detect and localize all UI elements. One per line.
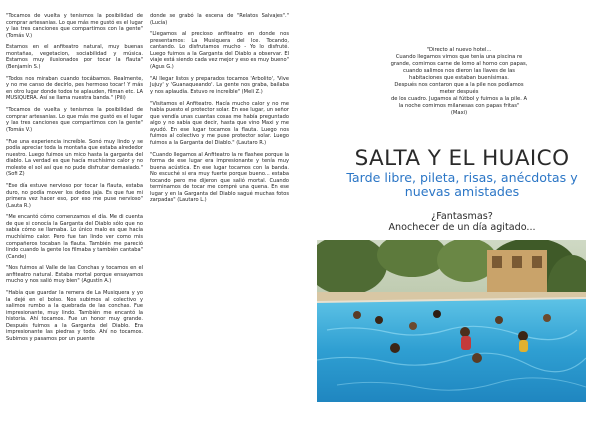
pool-photo-icon — [317, 240, 586, 402]
testimonial: "Al llegar listos y preparados tocamos 'Arbolito', 'Vive Jujuy' y 'Guanaqueando'. La gente nos graba, bailaba y nos aplaudía. Estuvo re increíble" (Meli Z.) — [150, 75, 289, 95]
testimonials-column-1 — [6, 13, 143, 348]
testimonial: "Ese día estuve nervioso por tocar la flauta, estaba duro, no podía mover los dedos jaja. Es que fue mi primera vez hacer eso, por eso me puse nervioso" (Lauta R.) — [6, 182, 143, 209]
intro-line: de los cuadro. Jugamos al fútbol y fuimos a la pile. A — [390, 96, 528, 103]
page-title: SALTA Y EL HUAICO — [354, 146, 570, 171]
intro-line: "Directo al nuevo hotel... — [426, 47, 492, 53]
intro-quote — [366, 47, 552, 117]
testimonial: "Cuando llegamos al Anfiteatro la re flashee porque la forma de ese lugar era impresionante y tenía muy buena acústica. En ese lugar tocamos con la banda. No escuché si era muy fuerte porque bueno... estaba tocando pero me dijeron que salió mortal. Cuando terminamos de tocar me compré una quena. En ese lugar y en la Garganta del Diablo sagué muchas fotos zarpadas" (Lautaro L.) — [150, 151, 289, 204]
intro-line: Cuando llegamos vimos que tenía una piscina re — [395, 54, 523, 61]
testimonial: "Había que guardar la remera de La Musiquera y yo la dejé en el bolso. Nos subimos al colectivo y salimos rumbo a la quebrada de las conchas. Fue impresionante, muy lindo. También me encantó la historia. Ahí tocamos. Fue un honor muy grande. Después fuimos a la Garganta del Diablo. Era impresionante las piedras y todo. Ahí no tocamos. Subimos y pasamos por un puente — [6, 290, 143, 343]
testimonial: "Visitamos el Anfiteatro. Hacía mucho calor y no me había puesto el protector solar. En ese lugar, un señor que vendía unas cuantas cosas me había preguntado algo y no sabía que decir, hasta que vino Maxi y me ayudó. En ese lugar tocamos la flauta. Luego nos fuimos al colectivo y me puse protector solar. Luego fuimos a la Garganta del Diablo." (Lautaro R.) — [150, 100, 289, 146]
intro-line: habitaciones que estaban buenísimas. — [409, 75, 509, 82]
testimonial: Estamos en el anfiteatro natural, muy buenas montañas, vegetacion, sociabilidad y música. Estamos muy ilusionados por tocar la flauta" (Benjamín S.) — [6, 44, 143, 71]
testimonial: "Todos nos miraban cuando tocábamos. Realmente, y no me canso de decirlo, pes hermoso tocar! Y más en otro lugar donde todos te aplauden, filman etc. LA MUSIQUERA. Así se llama nuestra banda." (Pili) — [6, 75, 143, 102]
intro-line: grande, comimos carne de lomo al horno con papas, — [390, 61, 528, 68]
testimonial: "Nos fuimos al Valle de las Conchas y tocamos en el anfiteatro natural. Estaba mortal porque ensayamos mucho y nos salió muy bien" (Agustín A.) — [6, 265, 143, 285]
testimonial: "Me encantó cómo comenzamos el día. Me di cuenta de que si conocía la Garganta del Diablo sólo que no sabía cómo se llamaba. Lo único malo es que hacía muchísimo calor. Pero fue tan lindo ver como mis compañeros tocaban la flauta. También me pareció lindo cuando la gente los filmaba y también cantaba" (Cande) — [6, 214, 143, 260]
teaser-question: ¿Fantasmas? — [431, 211, 493, 222]
section-teaser — [335, 212, 589, 233]
intro-line: cuando salimos nos dieron las llaves de las — [402, 68, 516, 75]
testimonial: donde se grabó la escena de "Relatos Salvajes"." (Lucía) — [150, 13, 289, 26]
testimonials-column-2 — [150, 13, 289, 209]
subtitle-line: nuevas amistades — [404, 184, 520, 200]
subtitle-line: Tarde libre, pileta, risas, anécdotas y — [346, 170, 578, 185]
pool-photo — [317, 240, 586, 402]
testimonial: "Tocamos de vuelta y tenismos la posibilidad de comprar artesanias. Lo que más me gustó es el lugar y las tres canciones que compartimos con la gente" (Tomás V.) — [6, 13, 143, 39]
intro-line: la noche comimos milanesas con papas fritas" — [398, 103, 520, 110]
testimonial: "Tocamos de vuelta y tenismos la posibilidad de comprar artesanias. Lo que más me gustó es el lugar y las tres canciones que compartimos con la gente" (Tomás V.) — [6, 107, 143, 133]
intro-line: (Maxi) — [450, 110, 468, 117]
intro-line: Después nos contaron que a la pile nos podíamos — [394, 82, 524, 89]
intro-line: meter después — [439, 89, 479, 96]
subtitle — [331, 171, 593, 199]
teaser-tagline: Anochecer de un día agitado... — [388, 221, 536, 233]
testimonial: "Llegamos al precioso anfiteatro en donde nos presentamos: La Musiquera del Ice. Tocando, cantando. Lo disfrutamos mucho - Yo lo disfruté. Luego fuimos a la Garganta del Diablo a observar. El viaje está siendo cada vez mejor y eso es muy bueno" (Agus G.) — [150, 31, 289, 71]
testimonial: "Fue una experiencia increíble. Sonó muy lindo y se podía apreciar toda la montaña que estaba alrededor nuestro. Luego fuimos un mico hasta la garganta del diablo. La verdad es que hacía muchísimo calor y no moleste el sol así que no pude disfrutar demasiado." (Sofi Z) — [6, 138, 143, 178]
